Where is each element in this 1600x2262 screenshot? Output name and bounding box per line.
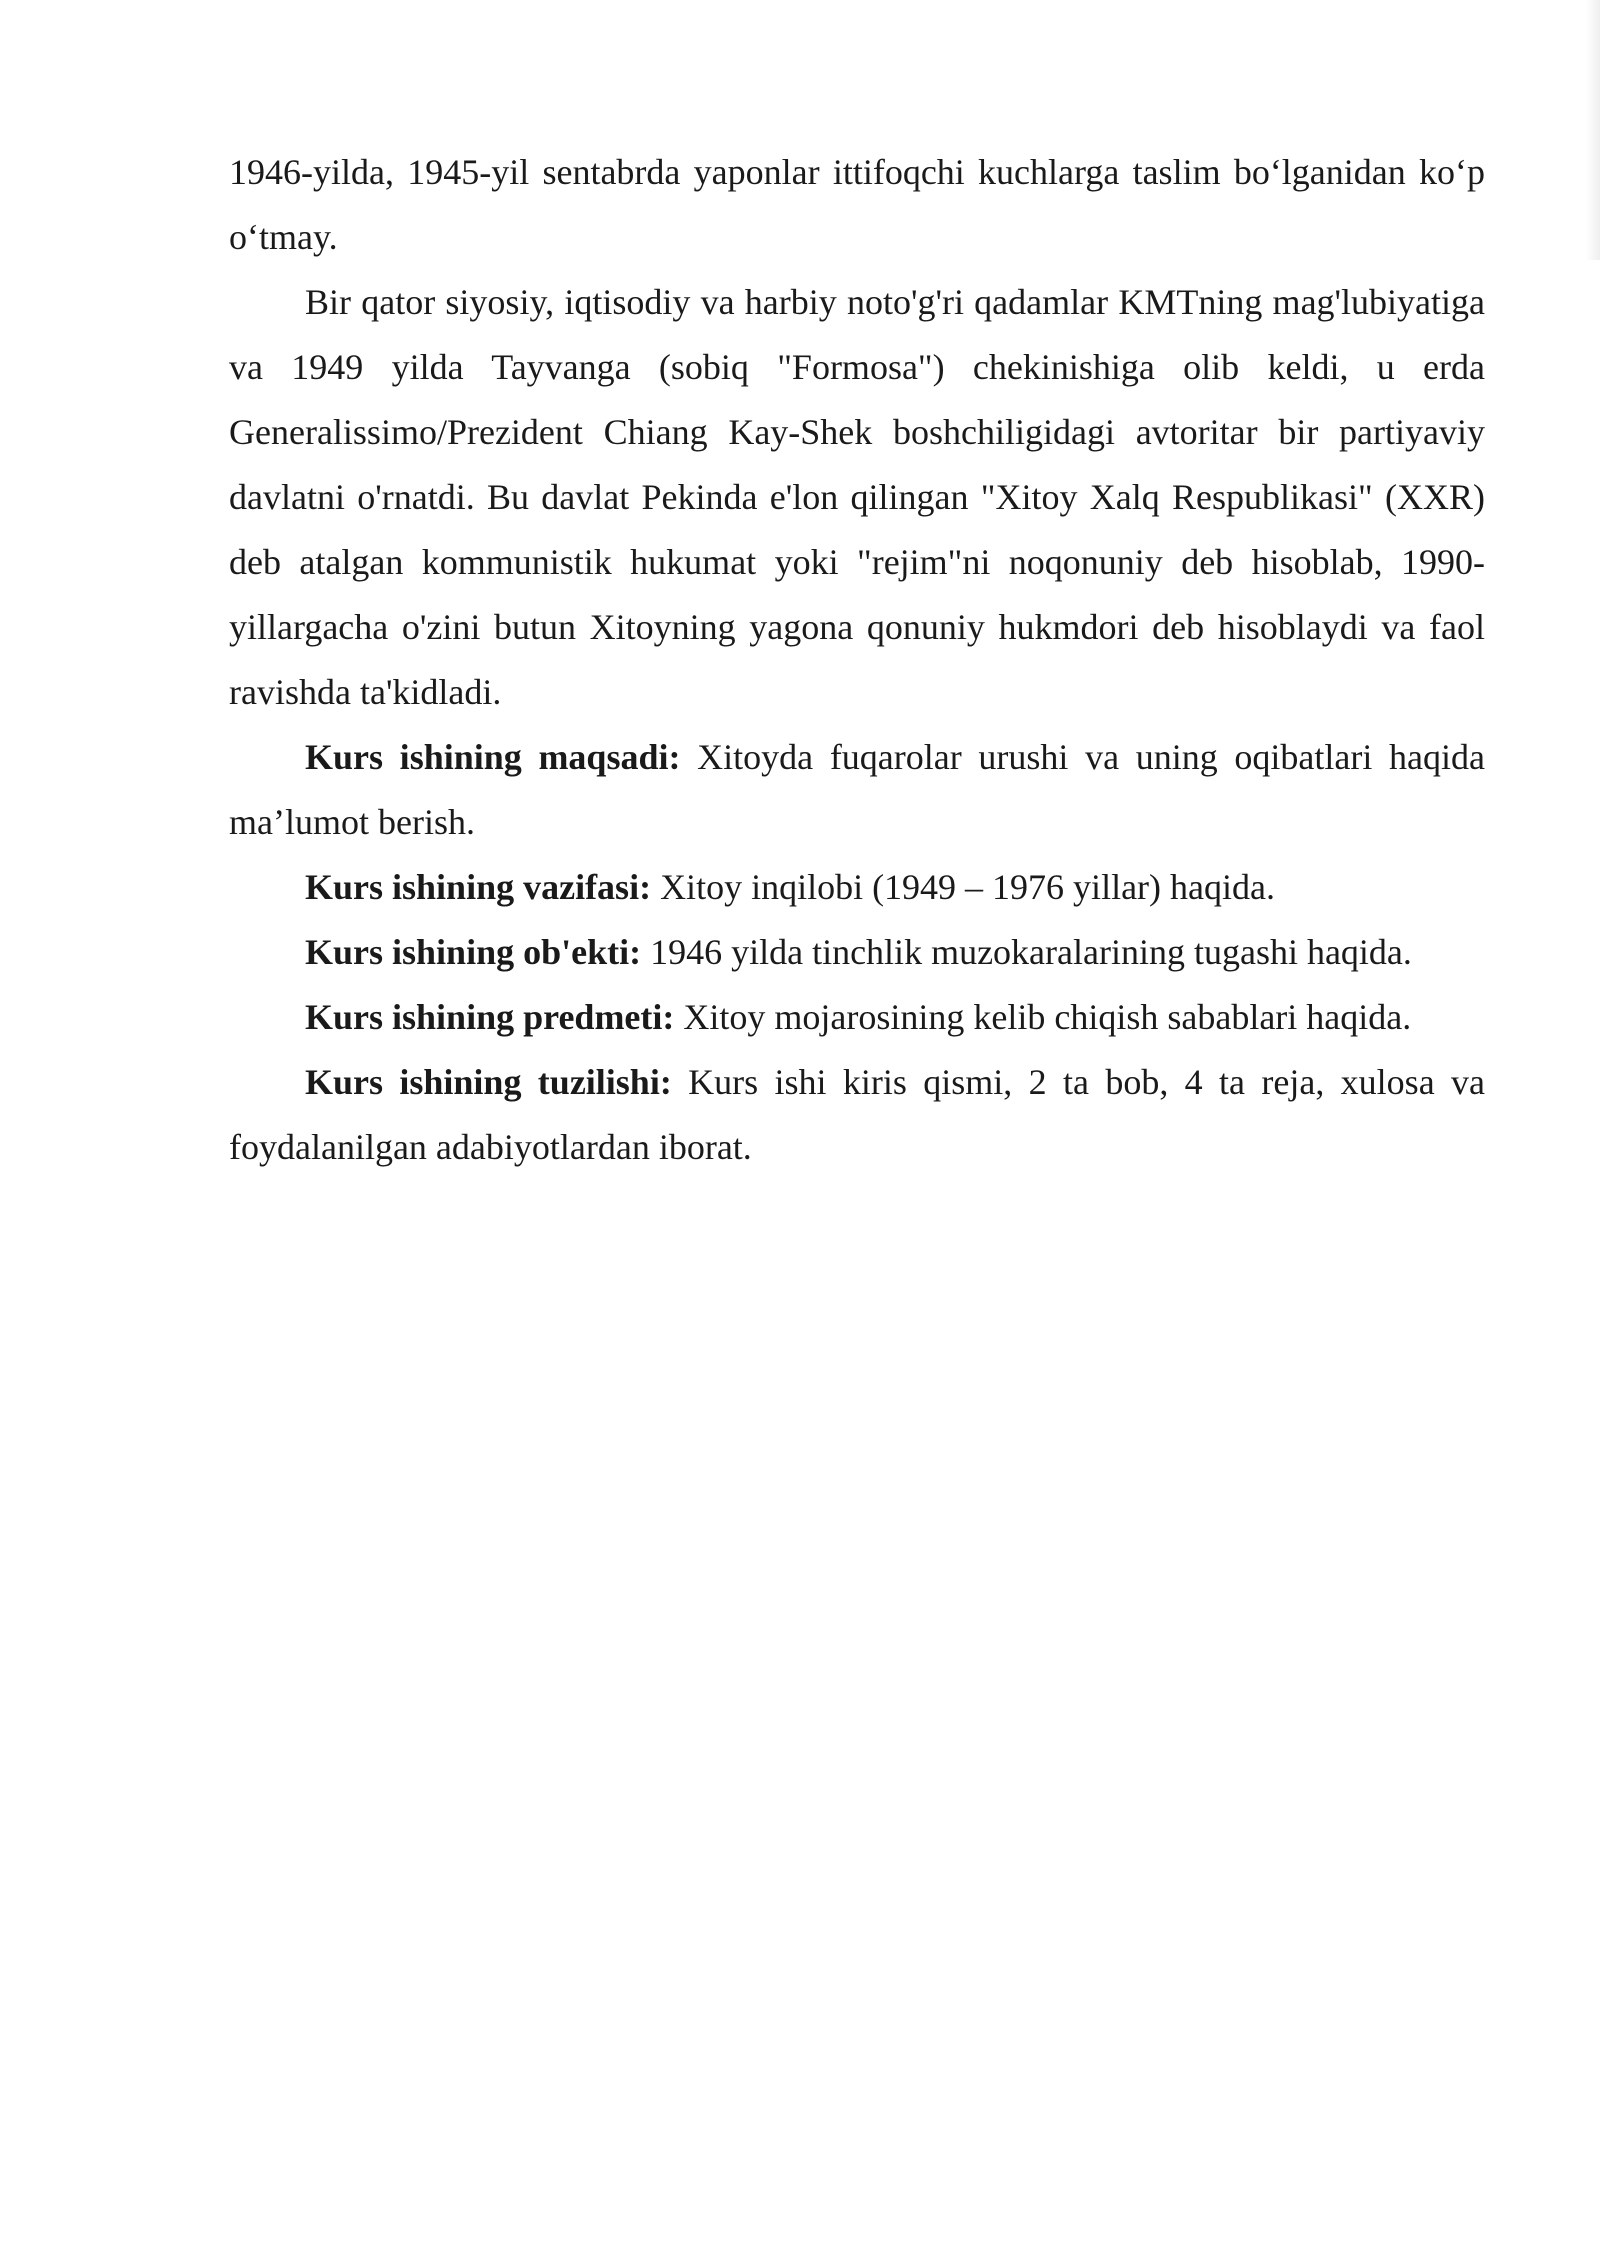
section-subject-label: Kurs ishining predmeti: [305, 997, 675, 1037]
section-object-label: Kurs ishining ob'ekti: [305, 932, 642, 972]
section-structure-label: Kurs ishining tuzilishi: [305, 1062, 672, 1102]
section-task-label: Kurs ishining vazifasi: [305, 867, 652, 907]
section-goal [229, 725, 1485, 855]
section-goal-text: Xitoyda fuqarolar urushi va uning oqibatlari haqida ma’lumot berish. [229, 737, 1486, 842]
section-task-text: Xitoy inqilobi (1949 – 1976 yillar) haqida. [651, 867, 1275, 907]
section-object [229, 920, 1485, 985]
section-subject [229, 985, 1485, 1050]
continuation-paragraph: 1946-yilda, 1945-yil sentabrda yaponlar ittifoqchi kuchlarga taslim bo‘lganidan ko‘p o‘tmay. [229, 152, 1485, 257]
section-goal-label: Kurs ishining maqsadi: [305, 737, 681, 777]
section-structure-text: Kurs ishi kiris qismi, 2 ta bob, 4 ta reja, xulosa va foydalanilgan adabiyotlardan iborat. [229, 1062, 1486, 1167]
section-task [229, 855, 1485, 920]
section-object-text: 1946 yilda tinchlik muzokaralarining tugashi haqida. [641, 932, 1412, 972]
main-paragraph: Bir qator siyosiy, iqtisodiy va harbiy noto'g'ri qadamlar KMTning mag'lubiyatiga va 1949 yilda Tayvanga (sobiq "Formosa") chekinishiga olib keldi, u erda Generalissimo/Prezident Chiang Kay-Shek boshchiligidagi avtoritar bir partiyaviy davlatni o'rnatdi. Bu davlat Pekinda e'lon qilingan "Xitoy Xalq Respublikasi" (XXR) deb atalgan kommunistik hukumat yoki "rejim"ni noqonuniy deb hisoblab, 1990-yillargacha o'zini butun Xitoyning yagona qonuniy hukmdori deb hisoblaydi va faol ravishda ta'kidladi. [229, 282, 1485, 712]
page-edge-shadow [1586, 0, 1600, 260]
section-structure [229, 1050, 1485, 1180]
section-subject-text: Xitoy mojarosining kelib chiqish sabablari haqida. [674, 997, 1412, 1037]
document-page [229, 140, 1485, 1180]
